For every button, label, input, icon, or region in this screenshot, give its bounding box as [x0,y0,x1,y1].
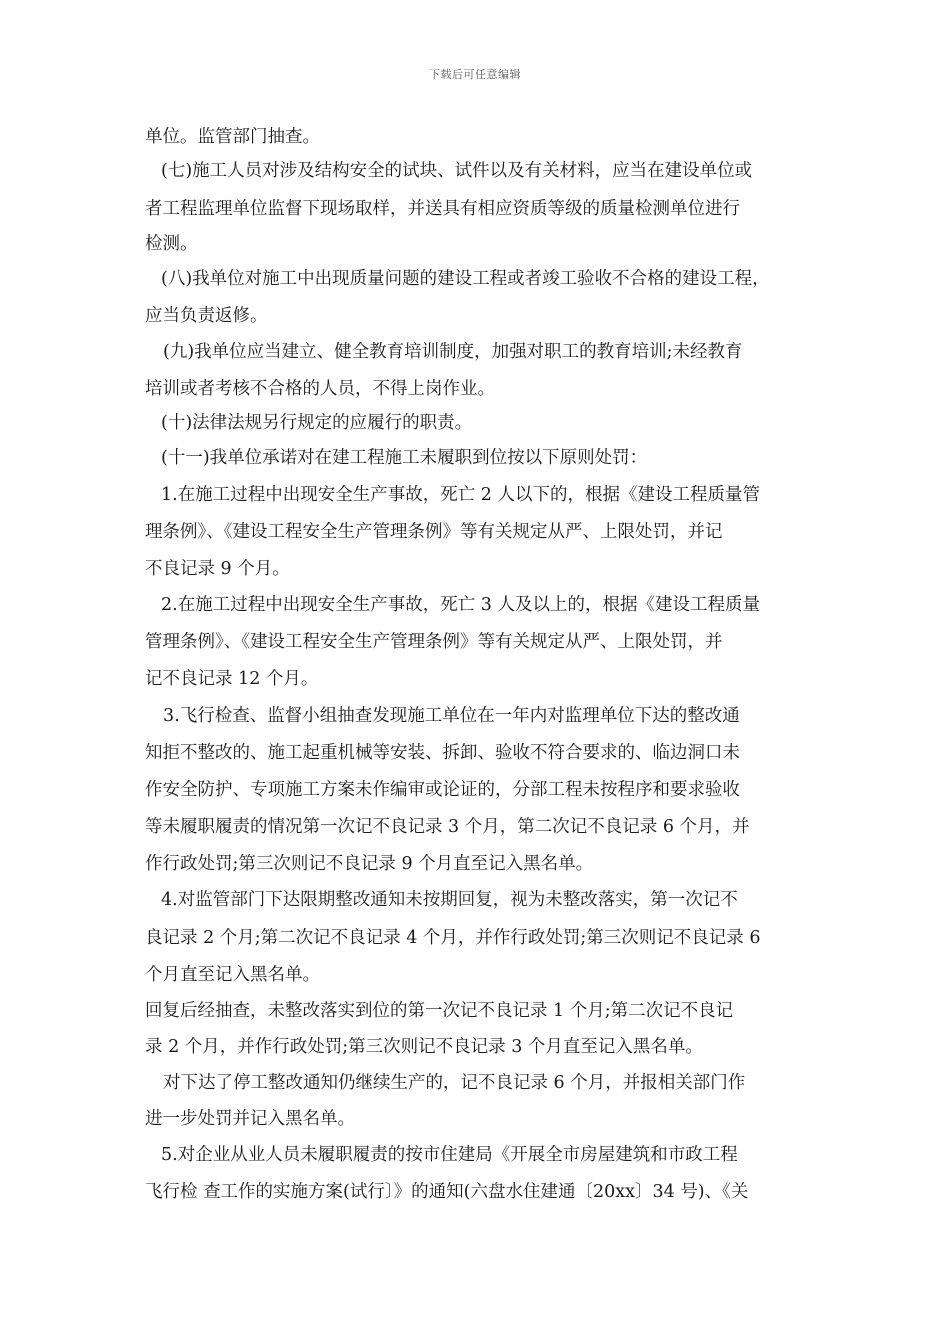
text-line: 理条例》、《建设工程安全生产管理条例》等有关规定从严、上限处罚，并记 [145,522,723,542]
text-line: 培训或者考核不合格的人员，不得上岗作业。 [145,379,495,399]
text-line: 知拒不整改的、施工起重机械等安装、拆卸、验收不符合要求的、临边洞口未 [145,743,740,763]
text-line: (十)法律法规另行规定的应履行的职责。 [161,413,473,433]
text-line: (十一)我单位承诺对在建工程施工未履职到位按以下原则处罚： [161,448,648,468]
text-line: (七)施工人员对涉及结构安全的试块、试件以及有关材料，应当在建设单位或 [161,161,753,181]
text-line: 3.飞行检查、监督小组抽查发现施工单位在一年内对监理单位下达的整改通 [163,706,740,726]
text-line: 录 2 个月，并作行政处罚;第三次则记不良记录 3 个月直至记入黑名单。 [145,1037,703,1057]
text-line: 个月直至记入黑名单。 [145,965,320,985]
text-line: 良记录 2 个月;第二次记不良记录 4 个月，并作行政处罚;第三次则记不良记录 6 [145,928,761,948]
text-line: 不良记录 9 个月。 [145,559,290,579]
text-line: 对下达了停工整改通知仍继续生产的，记不良记录 6 个月，并报相关部门作 [163,1073,746,1093]
text-line: 单位。监管部门抽查。 [145,127,320,147]
text-line: 管理条例》、《建设工程安全生产管理条例》等有关规定从严、上限处罚，并 [145,632,723,652]
text-line: 进一步处罚并记入黑名单。 [145,1109,355,1129]
text-line: (八)我单位对施工中出现质量问题的建设工程或者竣工验收不合格的建设工程， [161,269,770,289]
text-line: 1.在施工过程中出现安全生产事故，死亡 2 人以下的，根据《建设工程质量管 [161,485,760,505]
text-line: 等未履职履责的情况第一次记不良记录 3 个月，第二次记不良记录 6 个月，并 [145,817,750,837]
text-line: 4.对监管部门下达限期整改通知未按期回复，视为未整改落实，第一次记不 [161,890,738,910]
text-line: 者工程监理单位监督下现场取样，并送具有相应资质等级的质量检测单位进行 [145,199,740,219]
text-line: 记不良记录 12 个月。 [145,669,319,689]
text-line: 飞行检 查工作的实施方案(试行〕》的通知(六盘水住建通〔20xx〕34 号)、《关 [145,1182,749,1202]
text-line: 2.在施工过程中出现安全生产事故，死亡 3 人及以上的，根据《建设工程质量 [161,595,760,615]
text-line: 5.对企业从业人员未履职履责的按市住建局《开展全市房屋建筑和市政工程 [161,1145,738,1165]
text-line: 作行政处罚;第三次则记不良记录 9 个月直至记入黑名单。 [145,854,594,874]
text-line: 检测。 [145,234,198,254]
text-line: 应当负责返修。 [145,306,268,326]
text-line: 回复后经抽查，未整改落实到位的第一次记不良记录 1 个月;第二次记不良记 [145,1001,734,1021]
page-header: 下载后可任意编辑 [429,68,521,81]
text-line: (九)我单位应当建立、健全教育培训制度，加强对职工的教育培训;未经教育 [163,342,743,362]
text-line: 作安全防护、专项施工方案未作编审或论证的，分部工程未按程序和要求验收 [145,780,740,800]
